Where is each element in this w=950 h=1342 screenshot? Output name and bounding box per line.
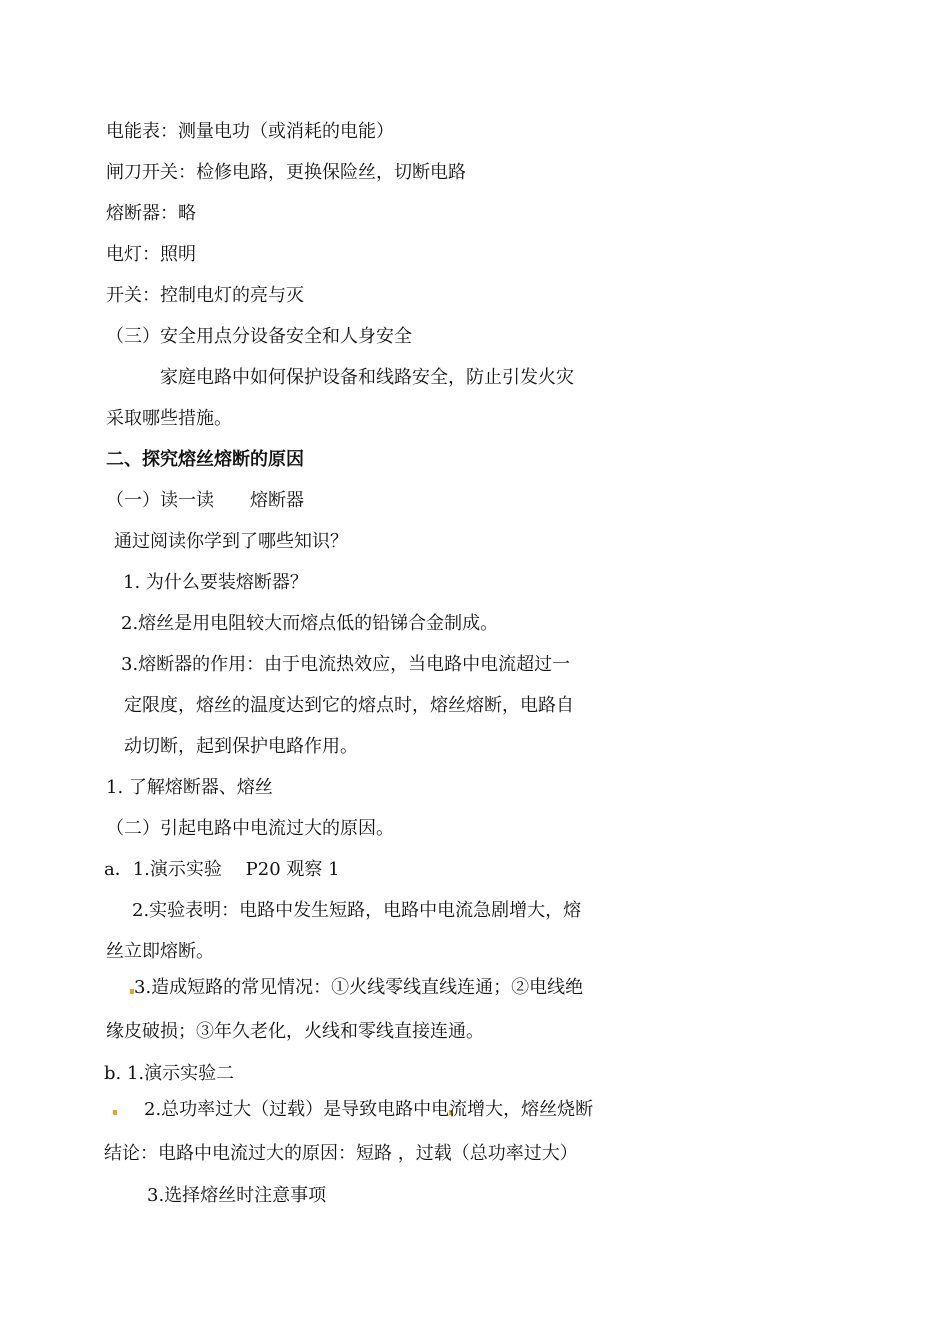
section-title: 二、探究熔丝熔断的原因 bbox=[106, 449, 304, 470]
subsection-heading: （二）引起电路中电流过大的原因。 bbox=[106, 818, 394, 839]
list-item: b. 1.演示实验二 bbox=[104, 1063, 235, 1084]
list-item: 3.熔断器的作用：由于电流热效应，当电路中电流超过一 bbox=[121, 654, 571, 675]
text-line: 采取哪些措施。 bbox=[106, 408, 232, 429]
list-item: 3.造成短路的常见情况：①火线零线直线连通；②电线绝 bbox=[134, 977, 584, 998]
text-line: 开关：控制电灯的亮与灭 bbox=[106, 285, 304, 306]
list-item: 2.熔丝是用电阻较大而熔点低的铅锑合金制成。 bbox=[121, 613, 499, 634]
section-heading: （三）安全用点分设备安全和人身安全 bbox=[106, 326, 412, 347]
text-line: 丝立即熔断。 bbox=[106, 941, 214, 962]
conclusion-line: 结论：电路中电流过大的原因：短路 ，过载（总功率过大） bbox=[104, 1143, 578, 1164]
subsection-heading: （一）读一读 熔断器 bbox=[106, 490, 304, 511]
list-item: 2.总功率过大（过载）是导致电路中电流增大，熔丝烧断 bbox=[144, 1099, 594, 1120]
list-item: a．1.演示实验 P20 观察 1 bbox=[104, 859, 340, 880]
text-line: 动切断，起到保护电路作用。 bbox=[124, 736, 358, 757]
list-item: 2.实验表明：电路中发生短路，电路中电流急剧增大，熔 bbox=[132, 900, 582, 921]
text-line: 定限度，熔丝的温度达到它的熔点时，熔丝熔断，电路自 bbox=[124, 695, 574, 716]
list-item: 1. 为什么要装熔断器？ bbox=[123, 572, 308, 593]
text-line: 通过阅读你学到了哪些知识？ bbox=[114, 531, 348, 552]
text-line: 熔断器：略 bbox=[106, 203, 196, 224]
list-item: 1. 了解熔断器、熔丝 bbox=[106, 777, 273, 798]
text-line: 电灯：照明 bbox=[106, 244, 196, 265]
text-line: 缘皮破损；③年久老化，火线和零线直接连通。 bbox=[106, 1021, 484, 1042]
text-line: 电能表：测量电功（或消耗的电能） bbox=[106, 121, 394, 142]
text-line: 闸刀开关：检修电路，更换保险丝，切断电路 bbox=[106, 162, 466, 183]
list-item: 3.选择熔丝时注意事项 bbox=[147, 1185, 327, 1206]
highlight-mark bbox=[113, 1110, 117, 1115]
text-line: 家庭电路中如何保护设备和线路安全，防止引发火灾 bbox=[160, 367, 574, 388]
